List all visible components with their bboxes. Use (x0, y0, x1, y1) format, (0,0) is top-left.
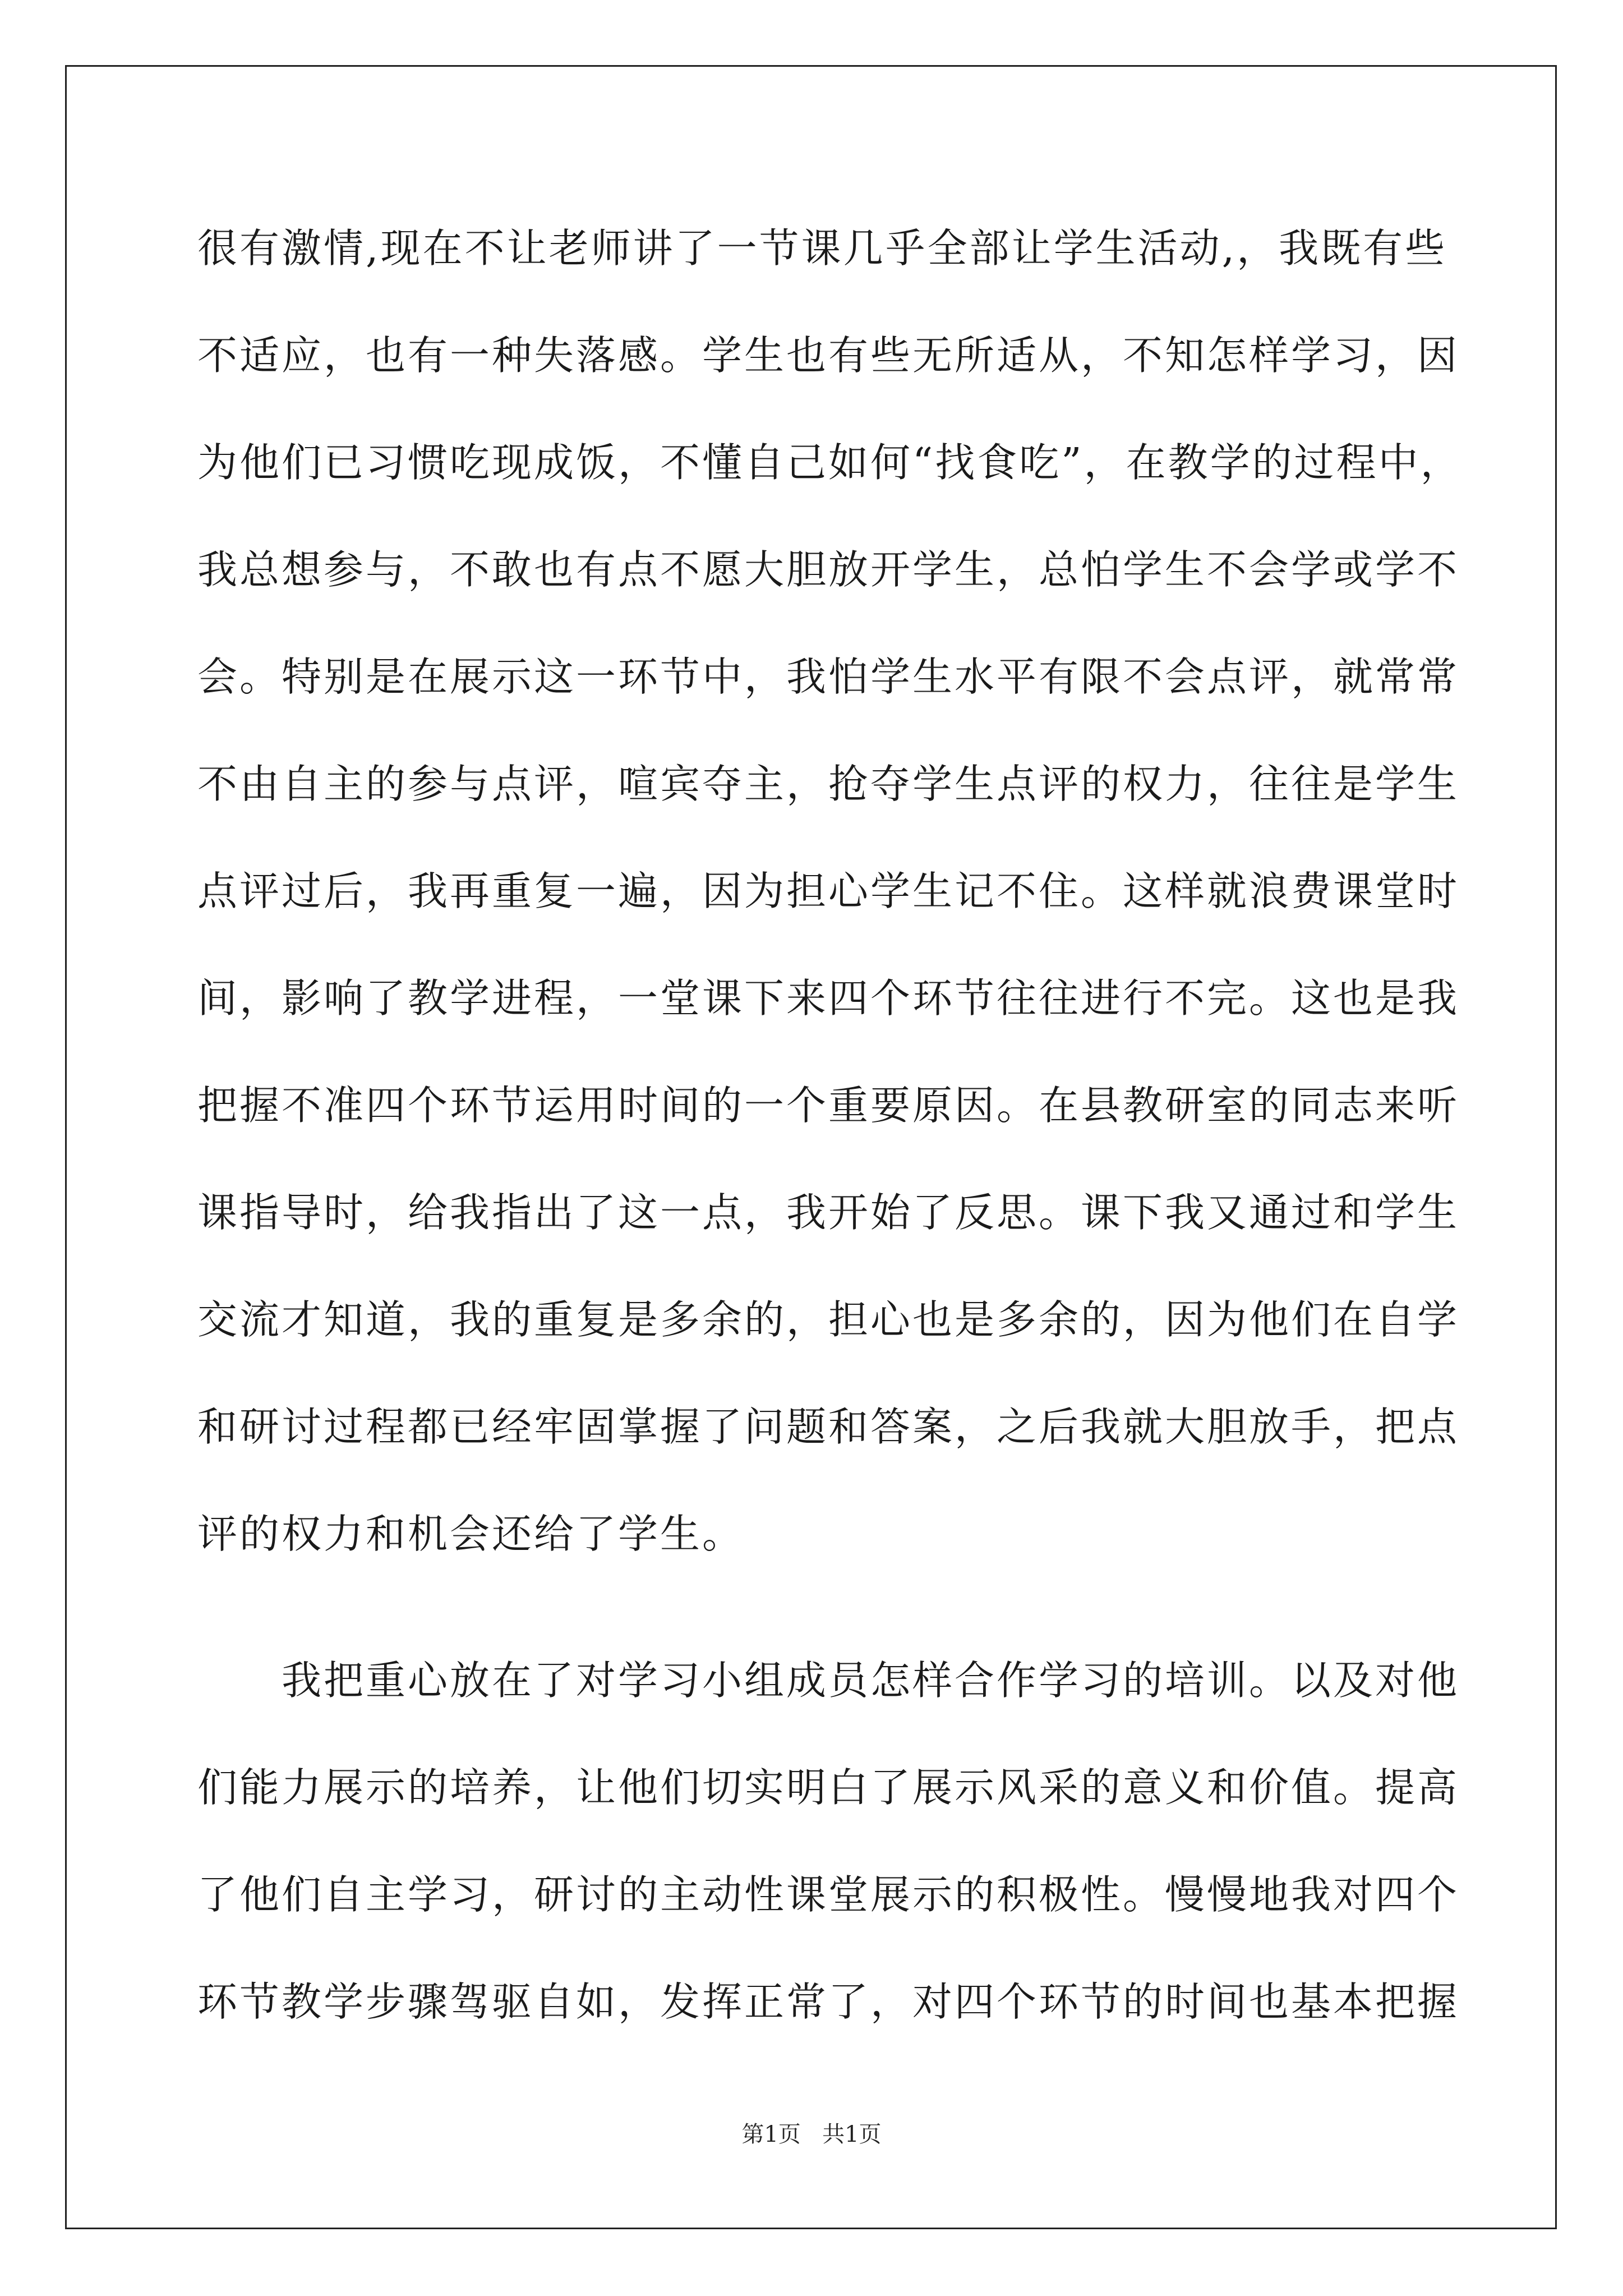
page-number: 第1页 (741, 2122, 801, 2147)
text-line: 点评过后，我再重复一遍，因为担心学生记不住。这样就浪费课堂时 (197, 868, 1460, 914)
text-line: 评的权力和机会还给了学生。 (197, 1511, 745, 1557)
text-line: 了他们自主学习，研讨的主动性课堂展示的积极性。慢慢地我对四个 (197, 1871, 1460, 1918)
text-line: 为他们已习惯吃现成饭，不懂自己如何“找食吃”，在教学的过程中， (197, 439, 1463, 486)
paragraph-gap (197, 1608, 1429, 1647)
text-line: 环节教学步骤驾驱自如，发挥正常了，对四个环节的时间也基本把握 (197, 1978, 1460, 2025)
text-line: 我总想参与，不敢也有点不愿大胆放开学生，总怕学生不会学或学不 (197, 546, 1460, 593)
text-line: 们能力展示的培养，让他们切实明白了展示风采的意义和价值。提高 (197, 1764, 1460, 1811)
text-line: 间，影响了教学进程，一堂课下来四个环节往往进行不完。这也是我 (197, 975, 1460, 1022)
text-line: 和研讨过程都已经牢固掌握了问题和答案，之后我就大胆放手，把点 (197, 1404, 1460, 1450)
text-line: 把握不准四个环节运用时间的一个重要原因。在县教研室的同志来听 (197, 1082, 1460, 1129)
text-line: 课指导时，给我指出了这一点，我开始了反思。课下我又通过和学生 (197, 1189, 1460, 1236)
page-footer (0, 2120, 1623, 2148)
page-total: 共1页 (822, 2122, 882, 2147)
document-body (197, 215, 1463, 2076)
text-line: 交流才知道，我的重复是多余的，担心也是多余的，因为他们在自学 (197, 1296, 1460, 1343)
text-line: 不适应，也有一种失落感。学生也有些无所适从，不知怎样学习，因 (197, 332, 1460, 379)
text-line-indented: 我把重心放在了对学习小组成员怎样合作学习的培训。以及对他 (282, 1657, 1460, 1704)
text-line: 不由自主的参与点评，喧宾夺主，抢夺学生点评的权力，往往是学生 (197, 761, 1460, 807)
text-line: 会。特别是在展示这一环节中，我怕学生水平有限不会点评，就常常 (197, 654, 1460, 700)
text-line: 很有激情,现在不让老师讲了一节课几乎全部让学生活动,，我既有些 (197, 225, 1447, 272)
